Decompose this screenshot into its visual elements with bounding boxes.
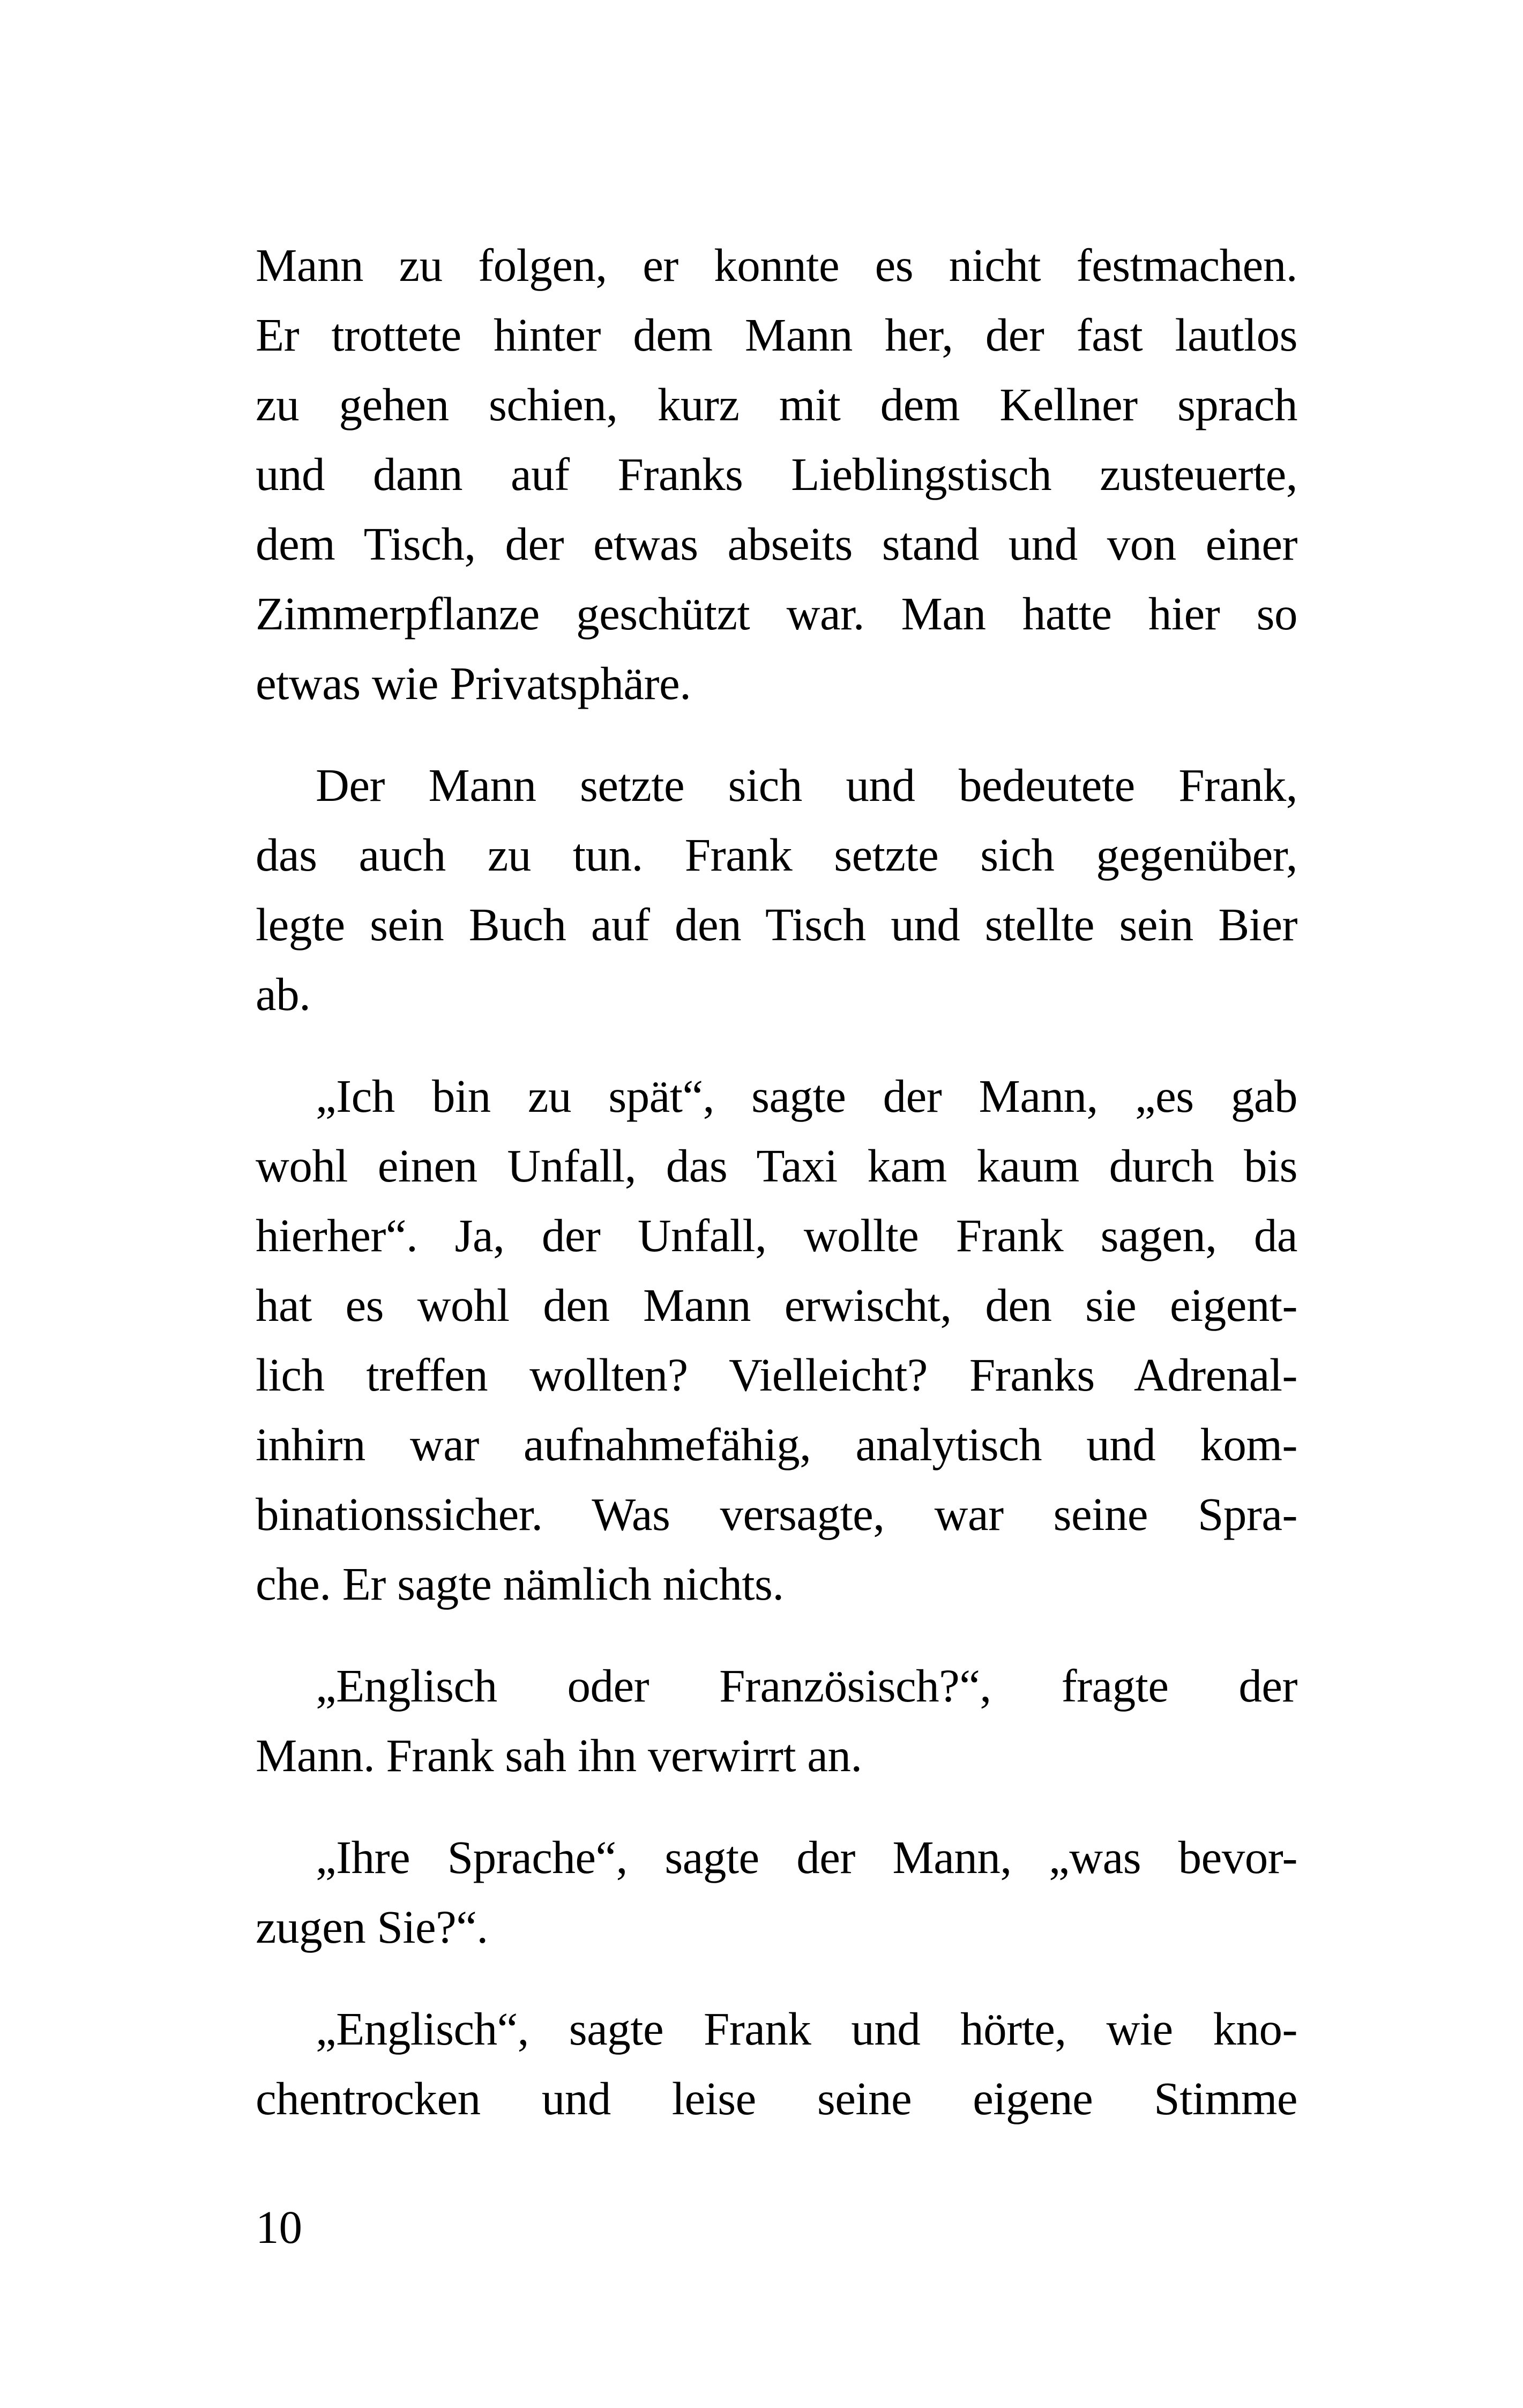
text-line: „Ihre Sprache“, sagte der Mann, „was bevor- [316,1831,1297,1883]
text-line: inhirn war aufnahmefähig, analytisch und kom- [256,1418,1297,1470]
text-line: binationssicher. Was versagte, war seine Spra- [256,1488,1297,1540]
text-line: zugen Sie?“. [256,1901,488,1953]
text-line: etwas wie Privatsphäre. [256,657,691,709]
text-line: legte sein Buch auf den Tisch und stellte sein Bier [256,898,1297,950]
paragraph [256,1651,1297,1790]
paragraph [256,1994,1297,2134]
text-line: lich treffen wollten? Vielleicht? Franks Adrenal- [256,1349,1297,1401]
text-line: hierher“. Ja, der Unfall, wollte Frank sagen, da [256,1209,1297,1261]
paragraph [256,1061,1297,1619]
text-line: wohl einen Unfall, das Taxi kam kaum durch bis [256,1140,1297,1192]
paragraph [256,1823,1297,1962]
text-line: chentrocken und leise seine eigene Stimme [256,2072,1297,2124]
paragraph [256,750,1297,1029]
text-line: Mann. Frank sah ihn verwirrt an. [256,1729,862,1781]
text-line: „Englisch oder Französisch?“, fragte der [316,1660,1297,1712]
text-line: ab. [256,968,311,1020]
text-line: und dann auf Franks Lieblingstisch zusteuerte, [256,448,1297,500]
text-line: „Englisch“, sagte Frank und hörte, wie kno- [316,2003,1297,2055]
text-line: Mann zu folgen, er konnte es nicht festmachen. [256,239,1297,291]
paragraph [256,231,1297,718]
text-block [256,231,1297,2134]
text-line: „Ich bin zu spät“, sagte der Mann, „es gab [316,1070,1297,1122]
text-line: hat es wohl den Mann erwischt, den sie eigent- [256,1279,1297,1331]
text-line: Der Mann setzte sich und bedeutete Frank, [316,759,1297,811]
text-line: Er trottete hinter dem Mann her, der fast lautlos [256,309,1297,361]
text-line: che. Er sagte nämlich nichts. [256,1558,784,1610]
text-line: das auch zu tun. Frank setzte sich gegenüber, [256,829,1297,881]
text-line: zu gehen schien, kurz mit dem Kellner sprach [256,378,1297,430]
text-line: Zimmerpflanze geschützt war. Man hatte hier so [256,588,1297,640]
text-line: dem Tisch, der etwas abseits stand und von einer [256,518,1297,570]
page-number: 10 [256,2201,302,2253]
